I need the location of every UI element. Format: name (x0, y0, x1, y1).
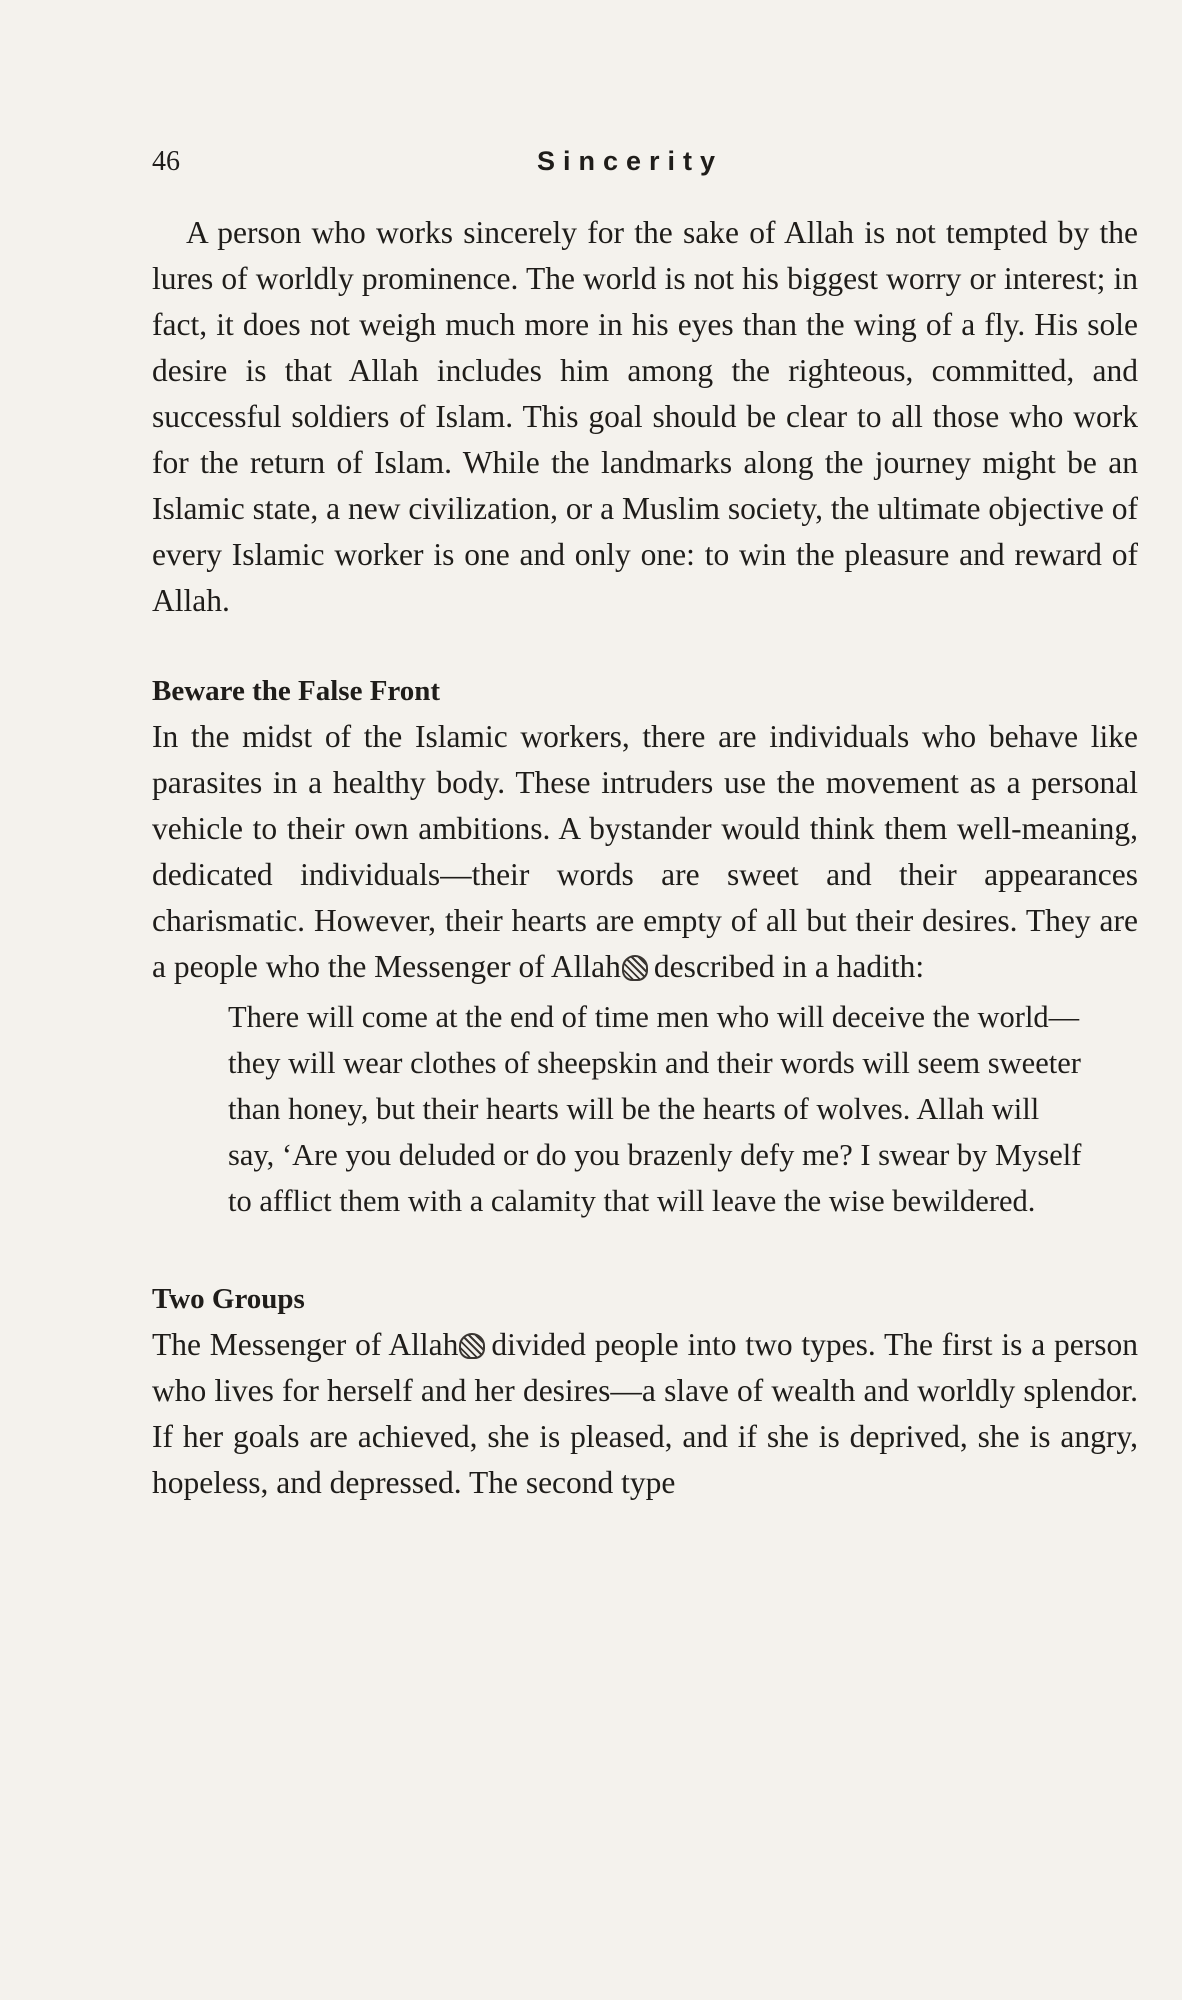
running-head: Sincerity (537, 146, 724, 176)
paragraph-text: described in a hadith: (653, 949, 925, 984)
salutation-symbol-icon (459, 1333, 485, 1359)
section-heading-false-front: Beware the False Front (152, 675, 441, 707)
paragraph-text: In the midst of the Islamic workers, there are individuals who behave like parasites in a healthy body. These intruders use the movement as a personal vehicle to their own ambitions. A bystander would think them well-meaning, dedicated individuals—their words are sweet and their appearances charismatic. However, their hearts are empty of all but their desires. They are a people who the Messenger of Allah (152, 719, 1138, 984)
paragraph-text: The Messenger of Allah (152, 1327, 459, 1362)
section-heading-two-groups: Two Groups (152, 1283, 305, 1315)
paragraph-false-front (152, 714, 1138, 990)
hadith-quote (228, 994, 1084, 1224)
page-header (152, 146, 1052, 186)
hadith-quote-text: There will come at the end of time men who will deceive the world—they will wear clothes of sheepskin and their words will seem sweeter than honey, but their hearts will be the hearts of wolves. Allah will say, ‘Are you deluded or do you brazenly defy me? I swear by Myself to afflict them with a calamity that will leave the wise bewildered. (228, 1000, 1082, 1218)
body-text (152, 210, 1138, 1506)
paragraph-intro: A person who works sincerely for the sake of Allah is not tempted by the lures of worldly prominence. The world is not his biggest worry or interest; in fact, it does not weigh much more in his eyes than the wing of a fly. His sole desire is that Allah includes him among the righteous, committed, and successful soldiers of Islam. This goal should be clear to all those who work for the return of Islam. While the landmarks along the journey might be an Islamic state, a new civilization, or a Muslim society, the ultimate objective of every Islamic worker is one and only one: to win the pleasure and reward of Allah. (152, 215, 1138, 618)
salutation-symbol-icon (622, 955, 648, 981)
paragraph-text: divided people into two types. The first is a person who lives for herself and her desires—a slave of wealth and worldly splendor. If her goals are achieved, she is pleased, and if she is deprived, she is angry, hopeless, and depressed. The second type (152, 1327, 1138, 1500)
page-number: 46 (152, 146, 180, 177)
paragraph-two-groups (152, 1322, 1138, 1506)
